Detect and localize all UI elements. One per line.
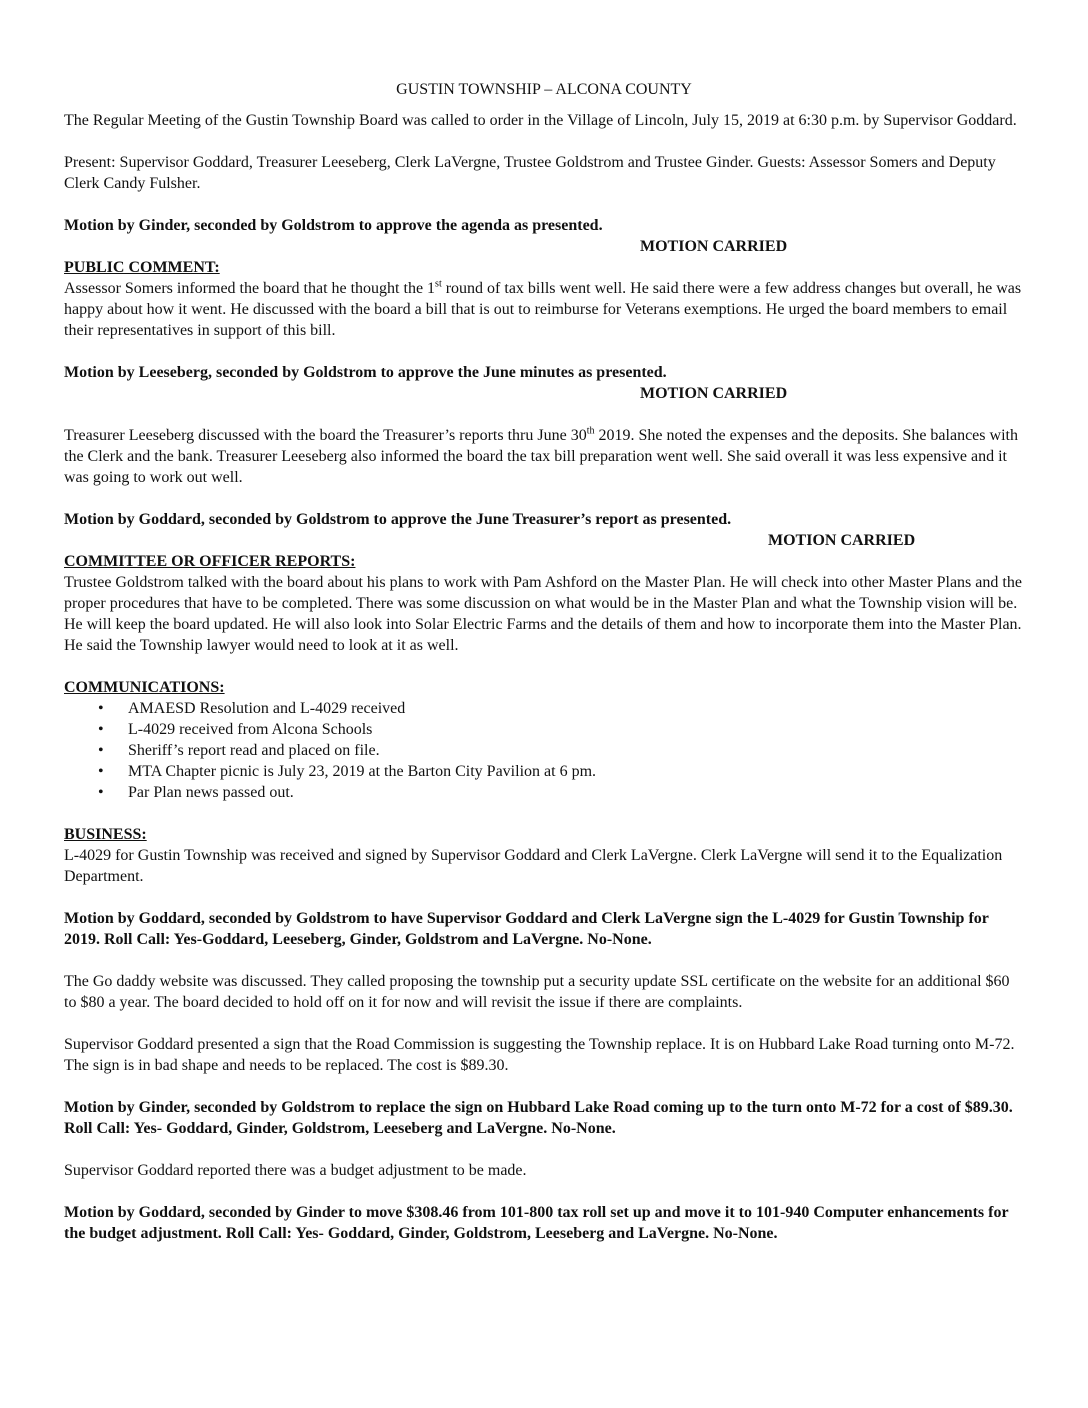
list-item: • L-4029 received from Alcona Schools: [64, 719, 1024, 740]
treasurer-report-paragraph: Treasurer Leeseberg discussed with the board the Treasurer’s reports thru June 30th 2019. She noted the expenses and the deposits. She balances with the Clerk and the bank. Treasurer Leeseberg also informed the board the tax bill preparation went well. She said overall it was less expensive and it was going to work out well.: [64, 425, 1018, 486]
attendance-paragraph: Present: Supervisor Goddard, Treasurer Leeseberg, Clerk LaVergne, Trustee Goldstrom and Trustee Ginder. Guests: Assessor Somers and Deputy Clerk Candy Fulsher.: [64, 154, 996, 192]
motion-carried-label: MOTION CARRIED: [768, 532, 916, 549]
motion-agenda: Motion by Ginder, seconded by Goldstrom to approve the agenda as presented.: [64, 217, 603, 234]
section-heading-committee-reports: COMMITTEE OR OFFICER REPORTS:: [64, 553, 356, 570]
motion-carried-label: MOTION CARRIED: [640, 238, 788, 255]
sign-report-paragraph: Supervisor Goddard presented a sign that the Road Commission is suggesting the Township replace. It is on Hubbard Lake Road turning onto M-72. The sign is in bad shape and needs to be replaced. The cost is $89.30.: [64, 1036, 1015, 1074]
motion-budget-adjustment: Motion by Goddard, seconded by Ginder to move $308.46 from 101-800 tax roll set up and move it to 101-940 Computer enhancements for the budget adjustment. Roll Call: Yes- Goddard, Ginder, Goldstrom, Leeseberg and LaVergne. No-None.: [64, 1204, 1009, 1242]
section-heading-public-comment: PUBLIC COMMENT:: [64, 259, 220, 276]
motion-sign-replacement: Motion by Ginder, seconded by Goldstrom to replace the sign on Hubbard Lake Road coming up to the turn onto M-72 for a cost of $89.30. Roll Call: Yes- Goddard, Ginder, Goldstrom, Leeseberg and LaVergne. No-None.: [64, 1099, 1013, 1137]
intro-paragraph: The Regular Meeting of the Gustin Township Board was called to order in the Village of Lincoln, July 15, 2019 at 6:30 p.m. by Supervisor Goddard.: [64, 112, 1017, 129]
motion-carried-label: MOTION CARRIED: [640, 385, 788, 402]
document-title: GUSTIN TOWNSHIP – ALCONA COUNTY: [396, 81, 692, 98]
list-item: • Sheriff’s report read and placed on file.: [64, 740, 1024, 761]
motion-l4029: Motion by Goddard, seconded by Goldstrom to have Supervisor Goddard and Clerk LaVergne sign the L-4029 for Gustin Township for 2019. Roll Call: Yes-Goddard, Leeseberg, Ginder, Goldstrom and LaVergne. No-None.: [64, 910, 989, 948]
list-item: • AMAESD Resolution and L-4029 received: [64, 698, 1024, 719]
godaddy-paragraph: The Go daddy website was discussed. They called proposing the township put a security update SSL certificate on the website for an additional $60 to $80 a year. The board decided to hold off on it for now and will revisit the issue if there are complaints.: [64, 973, 1010, 1011]
committee-report-paragraph: Trustee Goldstrom talked with the board about his plans to work with Pam Ashford on the Master Plan. He will check into other Master Plans and the proper procedures that have to be completed. There was some discussion on what would be in the Master Plan and what the Township vision will be. He will keep the board updated. He will also look into Solar Electric Farms and the details of them and how to incorporate them into the Master Plan. He said the Township lawyer would need to look at it as well.: [64, 574, 1022, 654]
business-l4029-paragraph: L-4029 for Gustin Township was received and signed by Supervisor Goddard and Clerk LaVergne. Clerk LaVergne will send it to the Equalization Department.: [64, 847, 1003, 885]
section-heading-communications: COMMUNICATIONS:: [64, 679, 225, 696]
section-heading-business: BUSINESS:: [64, 826, 147, 843]
communications-list: [64, 698, 1024, 803]
budget-report-paragraph: Supervisor Goddard reported there was a budget adjustment to be made.: [64, 1162, 527, 1179]
motion-minutes: Motion by Leeseberg, seconded by Goldstrom to approve the June minutes as presented.: [64, 364, 667, 381]
list-item: • Par Plan news passed out.: [64, 782, 1024, 803]
document-page: [64, 79, 1024, 1244]
public-comment-paragraph: Assessor Somers informed the board that he thought the 1st round of tax bills went well. He said there were a few address changes but overall, he was happy about how it went. He discussed with the board a bill that is out to reimburse for Veterans exemptions. He urged the board members to email their representatives in support of this bill.: [64, 278, 1022, 339]
motion-treasurer-report: Motion by Goddard, seconded by Goldstrom to approve the June Treasurer’s report as presented.: [64, 511, 732, 528]
list-item: • MTA Chapter picnic is July 23, 2019 at the Barton City Pavilion at 6 pm.: [64, 761, 1024, 782]
